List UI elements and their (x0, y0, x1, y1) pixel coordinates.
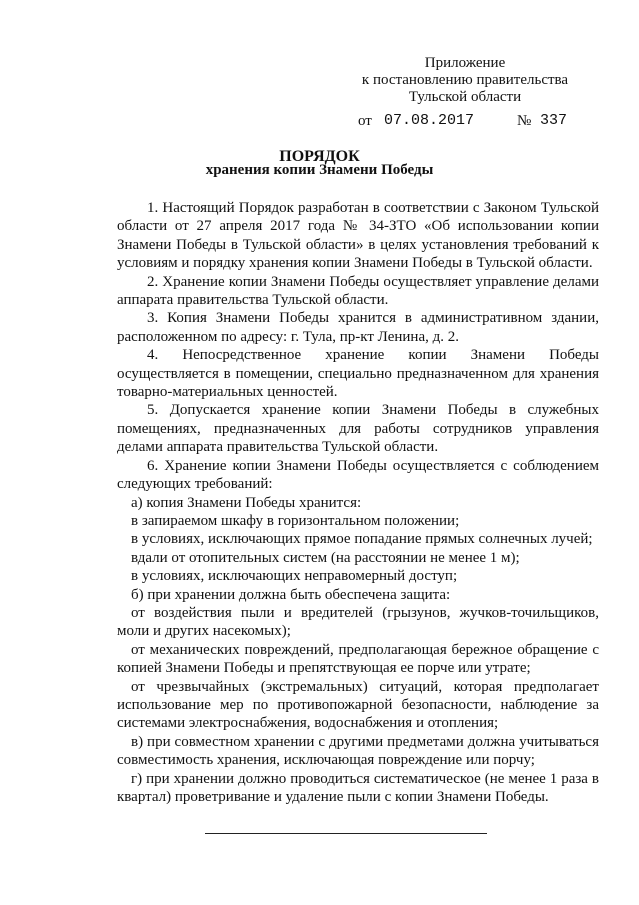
annex-line-3: Тульской области (408, 89, 522, 105)
list-item: в) при совместном хранении с другими предметами должна учитываться совместимость хранения, исключающая повреждение или порчу; (117, 733, 599, 769)
list-item: в запираемом шкафу в горизонтальном положении; (131, 512, 460, 529)
end-rule-divider (205, 833, 487, 834)
document-title: ПОРЯДОК (279, 148, 360, 165)
paragraph-1: 1. Настоящий Порядок разработан в соответствии с Законом Тульской области от 27 апреля 2017 года № 34-ЗТО «Об использовании копии Знамени Победы в Тульской области» в целях установления требований к условиям и порядку хранения копии Знамени Победы в Тульской области. (117, 200, 599, 272)
list-item: в условиях, исключающих прямое попадание прямых солнечных лучей; (131, 531, 593, 548)
number-label: № (517, 113, 532, 129)
document-reference (0, 112, 639, 132)
paragraph-4: 4. Непосредственное хранение копии Знамени Победы осуществляется в помещении, специально предназначенном для хранения товарно-материальных ценностей. (117, 347, 599, 401)
paragraph-5: 5. Допускается хранение копии Знамени Победы в служебных помещениях, предназначенных для работы сотрудников управления делами аппарата правительства Тульской области. (117, 402, 599, 456)
annex-line-1: Приложение (424, 55, 506, 71)
paragraph-2: 2. Хранение копии Знамени Победы осуществляет управление делами аппарата правительства Тульской области. (117, 273, 599, 309)
annex-block (330, 55, 600, 106)
list-item: а) копия Знамени Победы хранится: (131, 494, 362, 511)
list-item: от механических повреждений, предполагающая бережное обращение с копией Знамени Победы и препятствующая ее порче или утрате; (117, 641, 599, 677)
document-number: 337 (540, 112, 568, 129)
document-body (117, 199, 599, 806)
document-subtitle: хранения копии Знамени Победы (205, 162, 434, 178)
list-item: вдали от отопительных систем (на расстоянии не менее 1 м); (131, 549, 520, 566)
paragraph-3: 3. Копия Знамени Победы хранится в административном здании, расположенном по адресу: г. Тула, пр-кт Ленина, д. 2. (117, 310, 599, 345)
list-item: в условиях, исключающих неправомерный доступ; (131, 568, 458, 585)
paragraph-6: 6. Хранение копии Знамени Победы осуществляется с соблюдением следующих требований: (117, 457, 599, 493)
list-item: от воздействия пыли и вредителей (грызунов, жучков-точильщиков, моли и других насекомых); (117, 604, 599, 640)
annex-line-2: к постановлению правительства (361, 72, 569, 88)
document-date: 07.08.2017 (384, 112, 475, 129)
list-item: г) при хранении должно проводиться систематическое (не менее 1 раза в квартал) проветривание и удаление пыли с копии Знамени Победы. (117, 770, 599, 805)
from-label: от (358, 113, 372, 129)
list-item: б) при хранении должна быть обеспечена защита: (131, 586, 451, 603)
list-item: от чрезвычайных (экстремальных) ситуаций, которая предполагает использование мер по противопожарной безопасности, наблюдение за системами электроснабжения, водоснабжения и отопления; (117, 678, 599, 732)
